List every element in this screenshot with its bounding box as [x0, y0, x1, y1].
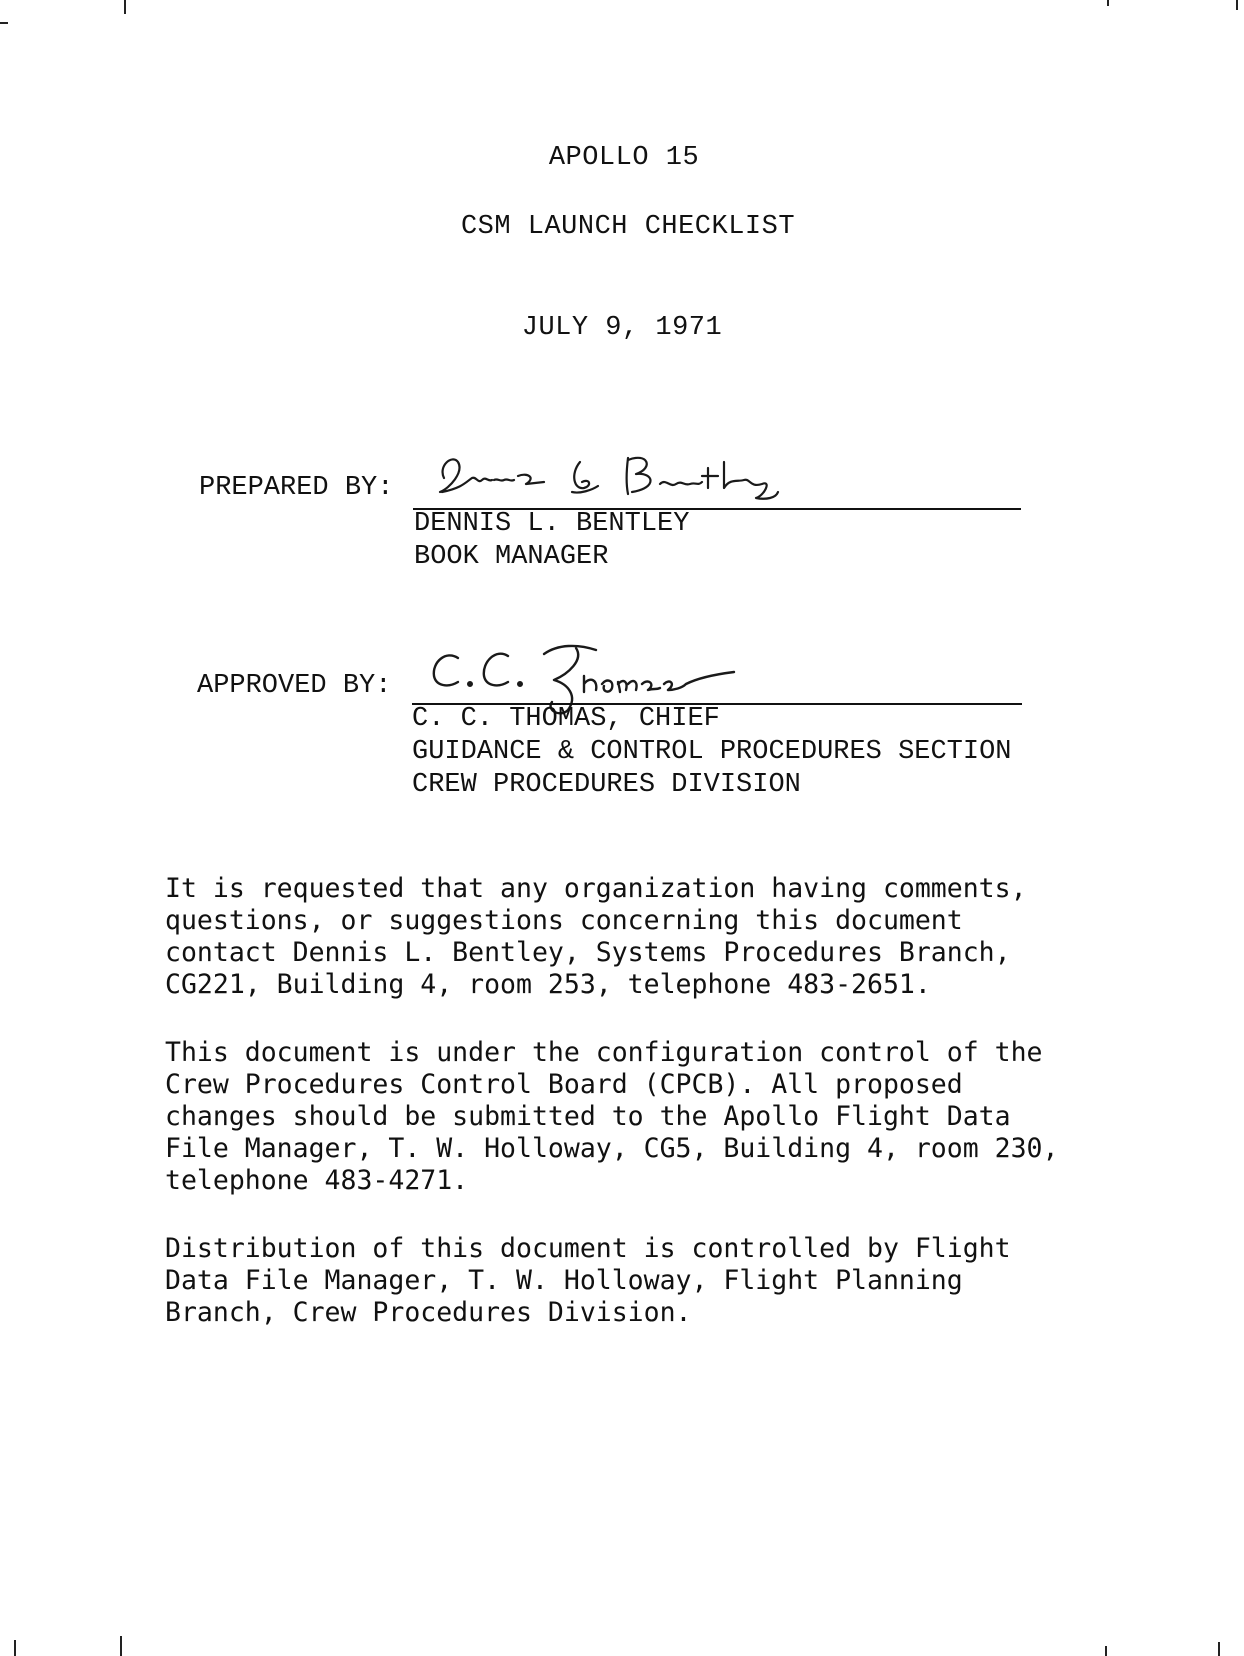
crop-mark-top-right: [1107, 0, 1109, 6]
crop-mark-top-left: [124, 0, 126, 14]
contact-paragraph: It is requested that any organization having comments, questions, or suggestions concerning this document contact Dennis L. Bentley, Systems Procedures Branch, CG221, Building 4, room 253, telephone 483-2651.: [165, 873, 1027, 1000]
prepared-by-label: PREPARED BY:: [199, 473, 394, 503]
crop-mark-top-left-corner: [0, 22, 8, 24]
configuration-control-paragraph: This document is under the configuration control of the Crew Procedures Control Board (CPCB). All proposed changes should be submitted to the Apollo Flight Data File Manager, T. W. Holloway, CG5, Building 4, room 230, telephone 483-4271.: [165, 1037, 1059, 1196]
crop-mark-bottom-left: [14, 1640, 16, 1656]
document-date: JULY 9, 1971: [521, 313, 723, 343]
crop-mark-top-right-edge: [1236, 0, 1238, 10]
prepared-role: BOOK MANAGER: [414, 542, 609, 572]
crop-mark-bottom-left-2: [120, 1636, 122, 1656]
prepared-name: DENNIS L. BENTLEY: [414, 509, 690, 539]
crop-mark-bottom-right: [1105, 1646, 1107, 1656]
distribution-paragraph: Distribution of this document is controlled by Flight Data File Manager, T. W. Holloway, Flight Planning Branch, Crew Procedures Division.: [165, 1233, 1011, 1328]
approved-by-label: APPROVED BY:: [197, 671, 392, 701]
crop-mark-bottom-right-edge: [1218, 1642, 1220, 1656]
document-title: APOLLO 15: [548, 143, 700, 173]
document-subtitle: CSM LAUNCH CHECKLIST: [460, 212, 796, 242]
approved-section: GUIDANCE & CONTROL PROCEDURES SECTION: [412, 737, 1012, 767]
approved-name: C. C. THOMAS, CHIEF: [412, 704, 720, 734]
approved-division: CREW PROCEDURES DIVISION: [412, 770, 801, 800]
